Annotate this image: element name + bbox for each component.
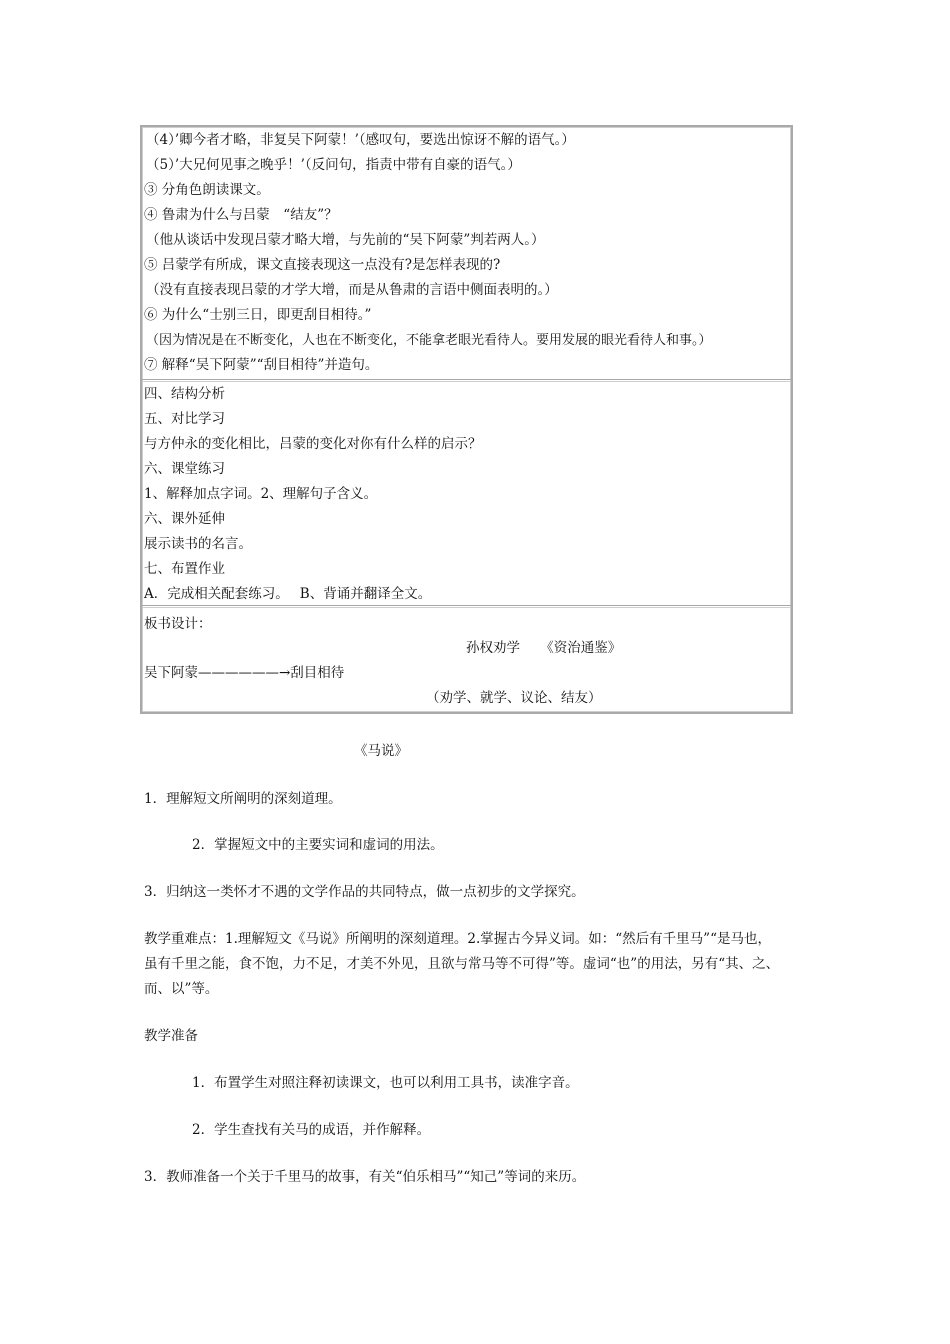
key-points-line: 而、以”等。 xyxy=(144,981,219,997)
table-line: A．完成相关配套练习。 B、背诵并翻译全文。 xyxy=(144,586,432,602)
table-line: 七、布置作业 xyxy=(144,561,225,577)
table-row-divider xyxy=(142,379,791,382)
table-line: 六、课外延伸 xyxy=(144,511,225,527)
key-points-line: 虽有千里之能，食不饱，力不足，才美不外见，且欲与常马等不可得”等。虚词“也”的用法，另有“其、之、 xyxy=(144,956,780,972)
board-line: （劝学、就学、议论、结友） xyxy=(426,690,602,706)
table-line: ⑤ 吕蒙学有所成，课文直接表现这一点没有?是怎样表现的? xyxy=(144,257,501,273)
table-line: （因为情况是在不断变化，人也在不断变化，不能拿老眼光看待人。要用发展的眼光看待人和事。） xyxy=(146,333,712,348)
table-line: 六、课堂练习 xyxy=(144,461,225,477)
table-line: 与方仲永的变化相比，吕蒙的变化对你有什么样的启示？ xyxy=(144,436,482,452)
board-line: 吴下阿蒙——————→刮目相待 xyxy=(144,665,345,681)
table-line: 1、解释加点字词。2、理解句子含义。 xyxy=(144,486,378,502)
table-line: （5）’大兄何见事之晚乎！’（反问句，指责中带有自豪的语气。） xyxy=(146,157,521,173)
board-line: 孙权劝学 《资治通鉴》 xyxy=(466,640,622,656)
lesson-title: 《马说》 xyxy=(354,743,408,759)
table-line: ⑦ 解释“吴下阿蒙”“刮目相待”并造句。 xyxy=(144,357,379,373)
table-line: （他从谈话中发现吕蒙才略大增，与先前的“吴下阿蒙”判若两人。） xyxy=(146,232,545,248)
prep-item: 3．教师准备一个关于千里马的故事，有关“伯乐相马”“知己”等词的来历。 xyxy=(144,1169,586,1185)
table-line: 四、结构分析 xyxy=(144,386,225,402)
table-line: 五、对比学习 xyxy=(144,411,225,427)
table-row-divider xyxy=(142,605,791,608)
objective-item: 2．掌握短文中的主要实词和虚词的用法。 xyxy=(192,837,444,853)
table-line: ④ 鲁肃为什么与吕蒙 “结友”？ xyxy=(144,207,338,223)
table-line: ⑥ 为什么“士别三日，即更刮目相待。” xyxy=(144,307,372,323)
table-line: （4）’卿今者才略，非复吴下阿蒙！’（感叹句，要选出惊讶不解的语气。） xyxy=(146,132,575,148)
table-line: ③ 分角色朗读课文。 xyxy=(144,182,270,198)
objective-item: 1．理解短文所阐明的深刻道理。 xyxy=(144,791,342,807)
prep-item: 2．学生查找有关马的成语，并作解释。 xyxy=(192,1122,431,1138)
objective-item: 3．归纳这一类怀才不遇的文学作品的共同特点，做一点初步的文学探究。 xyxy=(144,884,585,900)
key-points-line: 教学重难点：1.理解短文《马说》所阐明的深刻道理。2.掌握古今异义词。如：“然后有千里马”“是马也， xyxy=(144,931,771,947)
table-line: （没有直接表现吕蒙的才学大增，而是从鲁肃的言语中侧面表明的。） xyxy=(146,282,558,298)
prep-heading: 教学准备 xyxy=(144,1028,198,1044)
prep-item: 1．布置学生对照注释初读课文，也可以利用工具书，读准字音。 xyxy=(192,1075,579,1091)
table-line: 展示读书的名言。 xyxy=(144,536,252,552)
board-label: 板书设计： xyxy=(144,616,212,632)
